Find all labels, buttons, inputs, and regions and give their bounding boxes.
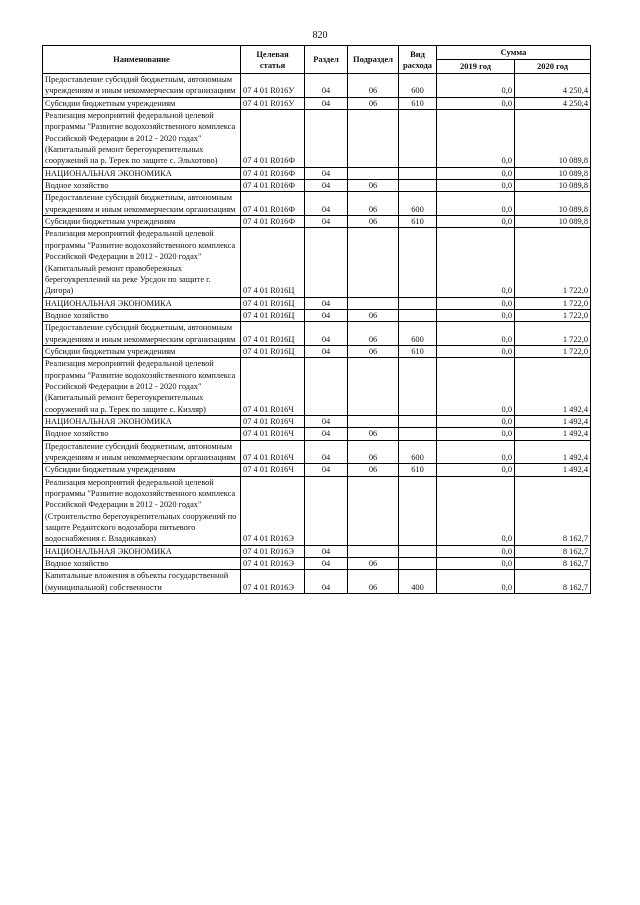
cell-csr: 07 4 01 R016Ф — [241, 180, 305, 192]
cell-vr — [399, 309, 437, 321]
cell-csr: 07 4 01 R016Ц — [241, 228, 305, 297]
cell-vr: 610 — [399, 464, 437, 476]
table-row — [43, 570, 591, 594]
cell-rz: 04 — [305, 464, 348, 476]
header-vid: Вид расхода — [399, 46, 437, 74]
cell-pr: 06 — [348, 570, 399, 594]
cell-pr — [348, 358, 399, 416]
cell-vr: 400 — [399, 570, 437, 594]
cell-name: Реализация мероприятий федеральной целевой программы "Развитие водохозяйственного комплекса Российской Федерации в 2012 - 2020 годах" (Строительство берегоукрепительных сооружений по защите Редантского водозабора питьевого водоснабжения г. Владикавказ) — [43, 476, 241, 545]
cell-csr: 07 4 01 R016У — [241, 97, 305, 109]
cell-vr: 610 — [399, 345, 437, 357]
cell-pr — [348, 110, 399, 168]
cell-rz — [305, 358, 348, 416]
cell-v2019: 0,0 — [437, 74, 515, 98]
cell-name: Водное хозяйство — [43, 558, 241, 570]
header-name: Наименование — [43, 46, 241, 74]
cell-name: Водное хозяйство — [43, 428, 241, 440]
cell-csr: 07 4 01 R016Ф — [241, 192, 305, 216]
cell-name: Реализация мероприятий федеральной целевой программы "Развитие водохозяйственного комплекса Российской Федерации в 2012 - 2020 годах" (Капитальный ремонт берегоукрепительных сооружений на р. Терек по защите с. Кизляр) — [43, 358, 241, 416]
cell-vr — [399, 110, 437, 168]
cell-name: Предоставление субсидий бюджетным, автономным учреждениям и иным некоммерческим организациям — [43, 440, 241, 464]
cell-csr: 07 4 01 R016Э — [241, 570, 305, 594]
cell-rz: 04 — [305, 74, 348, 98]
cell-rz: 04 — [305, 558, 348, 570]
cell-name: Субсидии бюджетным учреждениям — [43, 216, 241, 228]
cell-pr — [348, 476, 399, 545]
cell-vr — [399, 415, 437, 427]
cell-rz: 04 — [305, 309, 348, 321]
cell-v2020: 10 089,8 — [515, 192, 591, 216]
cell-name: Субсидии бюджетным учреждениям — [43, 97, 241, 109]
cell-v2019: 0,0 — [437, 110, 515, 168]
cell-vr: 610 — [399, 97, 437, 109]
cell-v2020: 8 162,7 — [515, 545, 591, 557]
cell-vr — [399, 358, 437, 416]
cell-rz — [305, 228, 348, 297]
header-podrazdel: Подраздел — [348, 46, 399, 74]
header-2019: 2019 год — [437, 60, 515, 74]
cell-v2020: 1 492,4 — [515, 440, 591, 464]
cell-v2020: 1 492,4 — [515, 358, 591, 416]
cell-vr — [399, 545, 437, 557]
header-csr: Целевая статья — [241, 46, 305, 74]
cell-v2020: 10 089,8 — [515, 216, 591, 228]
table-row — [43, 167, 591, 179]
table-row — [43, 74, 591, 98]
cell-pr: 06 — [348, 74, 399, 98]
cell-pr — [348, 297, 399, 309]
header-summa: Сумма — [437, 46, 591, 60]
cell-vr — [399, 167, 437, 179]
cell-pr: 06 — [348, 192, 399, 216]
cell-csr: 07 4 01 R016Ц — [241, 297, 305, 309]
cell-vr: 610 — [399, 216, 437, 228]
cell-vr: 600 — [399, 192, 437, 216]
cell-v2019: 0,0 — [437, 167, 515, 179]
cell-rz: 04 — [305, 545, 348, 557]
cell-name: НАЦИОНАЛЬНАЯ ЭКОНОМИКА — [43, 167, 241, 179]
cell-rz: 04 — [305, 167, 348, 179]
table-row — [43, 558, 591, 570]
table-row — [43, 228, 591, 297]
cell-v2020: 1 722,0 — [515, 322, 591, 346]
cell-pr: 06 — [348, 216, 399, 228]
cell-name: Предоставление субсидий бюджетным, автономным учреждениям и иным некоммерческим организациям — [43, 322, 241, 346]
cell-v2020: 10 089,8 — [515, 180, 591, 192]
cell-v2019: 0,0 — [437, 216, 515, 228]
cell-rz: 04 — [305, 297, 348, 309]
cell-v2020: 8 162,7 — [515, 558, 591, 570]
cell-name: Реализация мероприятий федеральной целевой программы "Развитие водохозяйственного комплекса Российской Федерации в 2012 - 2020 годах" (Капитальный ремонт берегоукрепительных сооружений на р. Терек по защите с. Эльхотово) — [43, 110, 241, 168]
table-row — [43, 464, 591, 476]
cell-csr: 07 4 01 R016Ч — [241, 415, 305, 427]
cell-v2020: 1 492,4 — [515, 415, 591, 427]
cell-rz — [305, 476, 348, 545]
cell-v2020: 4 250,4 — [515, 74, 591, 98]
cell-csr: 07 4 01 R016Ц — [241, 345, 305, 357]
cell-v2019: 0,0 — [437, 464, 515, 476]
table-row — [43, 297, 591, 309]
cell-name: Реализация мероприятий федеральной целевой программы "Развитие водохозяйственного комплекса Российской Федерации в 2012 - 2020 годах" (Капитальный ремонт правобережных берегоукреплений на реке Урсдон по защите г. Дигора) — [43, 228, 241, 297]
cell-v2019: 0,0 — [437, 180, 515, 192]
cell-vr: 600 — [399, 440, 437, 464]
table-row — [43, 428, 591, 440]
cell-pr: 06 — [348, 322, 399, 346]
cell-v2020: 8 162,7 — [515, 476, 591, 545]
cell-name: НАЦИОНАЛЬНАЯ ЭКОНОМИКА — [43, 415, 241, 427]
table-row — [43, 97, 591, 109]
cell-v2019: 0,0 — [437, 192, 515, 216]
cell-csr: 07 4 01 R016Ц — [241, 322, 305, 346]
cell-v2020: 1 492,4 — [515, 464, 591, 476]
cell-v2019: 0,0 — [437, 358, 515, 416]
cell-name: Водное хозяйство — [43, 180, 241, 192]
table-body — [43, 74, 591, 594]
cell-rz: 04 — [305, 440, 348, 464]
cell-pr: 06 — [348, 440, 399, 464]
cell-csr: 07 4 01 R016Э — [241, 476, 305, 545]
cell-rz: 04 — [305, 322, 348, 346]
cell-pr — [348, 228, 399, 297]
cell-csr: 07 4 01 R016Ф — [241, 167, 305, 179]
cell-pr: 06 — [348, 180, 399, 192]
cell-v2020: 4 250,4 — [515, 97, 591, 109]
cell-rz: 04 — [305, 428, 348, 440]
table-row — [43, 322, 591, 346]
cell-pr: 06 — [348, 309, 399, 321]
cell-pr — [348, 415, 399, 427]
table-row — [43, 216, 591, 228]
cell-pr — [348, 167, 399, 179]
cell-vr — [399, 180, 437, 192]
cell-csr: 07 4 01 R016Ф — [241, 216, 305, 228]
table-row — [43, 358, 591, 416]
cell-csr: 07 4 01 R016У — [241, 74, 305, 98]
cell-v2020: 1 722,0 — [515, 309, 591, 321]
cell-name: Предоставление субсидий бюджетным, автономным учреждениям и иным некоммерческим организациям — [43, 192, 241, 216]
table-row — [43, 440, 591, 464]
cell-v2019: 0,0 — [437, 570, 515, 594]
cell-v2020: 8 162,7 — [515, 570, 591, 594]
cell-rz: 04 — [305, 180, 348, 192]
cell-vr — [399, 558, 437, 570]
cell-csr: 07 4 01 R016Ф — [241, 110, 305, 168]
cell-csr: 07 4 01 R016Ц — [241, 309, 305, 321]
cell-v2020: 1 722,0 — [515, 345, 591, 357]
cell-vr: 600 — [399, 74, 437, 98]
cell-vr — [399, 228, 437, 297]
table-row — [43, 345, 591, 357]
cell-rz: 04 — [305, 192, 348, 216]
table-row — [43, 192, 591, 216]
cell-vr — [399, 297, 437, 309]
cell-v2019: 0,0 — [437, 476, 515, 545]
cell-v2019: 0,0 — [437, 428, 515, 440]
cell-name: Субсидии бюджетным учреждениям — [43, 464, 241, 476]
table-row — [43, 415, 591, 427]
cell-v2019: 0,0 — [437, 440, 515, 464]
cell-v2019: 0,0 — [437, 97, 515, 109]
cell-vr — [399, 476, 437, 545]
cell-v2019: 0,0 — [437, 322, 515, 346]
cell-csr: 07 4 01 R016Ч — [241, 464, 305, 476]
cell-v2019: 0,0 — [437, 309, 515, 321]
cell-v2020: 10 089,8 — [515, 167, 591, 179]
cell-pr: 06 — [348, 428, 399, 440]
cell-csr: 07 4 01 R016Э — [241, 545, 305, 557]
cell-rz: 04 — [305, 415, 348, 427]
table-row — [43, 545, 591, 557]
table-row — [43, 180, 591, 192]
cell-v2020: 1 492,4 — [515, 428, 591, 440]
cell-v2020: 1 722,0 — [515, 228, 591, 297]
cell-rz: 04 — [305, 345, 348, 357]
cell-v2020: 10 089,8 — [515, 110, 591, 168]
budget-table — [42, 45, 591, 594]
table-row — [43, 309, 591, 321]
cell-rz — [305, 110, 348, 168]
cell-v2019: 0,0 — [437, 297, 515, 309]
cell-csr: 07 4 01 R016Ч — [241, 428, 305, 440]
cell-v2020: 1 722,0 — [515, 297, 591, 309]
cell-v2019: 0,0 — [437, 558, 515, 570]
cell-v2019: 0,0 — [437, 345, 515, 357]
cell-name: НАЦИОНАЛЬНАЯ ЭКОНОМИКА — [43, 545, 241, 557]
cell-name: НАЦИОНАЛЬНАЯ ЭКОНОМИКА — [43, 297, 241, 309]
cell-pr — [348, 545, 399, 557]
cell-vr — [399, 428, 437, 440]
cell-pr: 06 — [348, 464, 399, 476]
cell-rz: 04 — [305, 97, 348, 109]
cell-vr: 600 — [399, 322, 437, 346]
cell-v2019: 0,0 — [437, 228, 515, 297]
cell-csr: 07 4 01 R016Ч — [241, 440, 305, 464]
cell-csr: 07 4 01 R016Э — [241, 558, 305, 570]
cell-rz: 04 — [305, 570, 348, 594]
cell-name: Предоставление субсидий бюджетным, автономным учреждениям и иным некоммерческим организациям — [43, 74, 241, 98]
cell-name: Субсидии бюджетным учреждениям — [43, 345, 241, 357]
cell-name: Капитальные вложения в объекты государственной (муниципальной) собственности — [43, 570, 241, 594]
cell-v2019: 0,0 — [437, 545, 515, 557]
cell-pr: 06 — [348, 558, 399, 570]
header-razdel: Раздел — [305, 46, 348, 74]
page-number: 820 — [312, 30, 328, 41]
cell-name: Водное хозяйство — [43, 309, 241, 321]
cell-pr: 06 — [348, 345, 399, 357]
cell-rz: 04 — [305, 216, 348, 228]
cell-v2019: 0,0 — [437, 415, 515, 427]
header-2020: 2020 год — [515, 60, 591, 74]
table-row — [43, 110, 591, 168]
cell-csr: 07 4 01 R016Ч — [241, 358, 305, 416]
table-row — [43, 476, 591, 545]
cell-pr: 06 — [348, 97, 399, 109]
